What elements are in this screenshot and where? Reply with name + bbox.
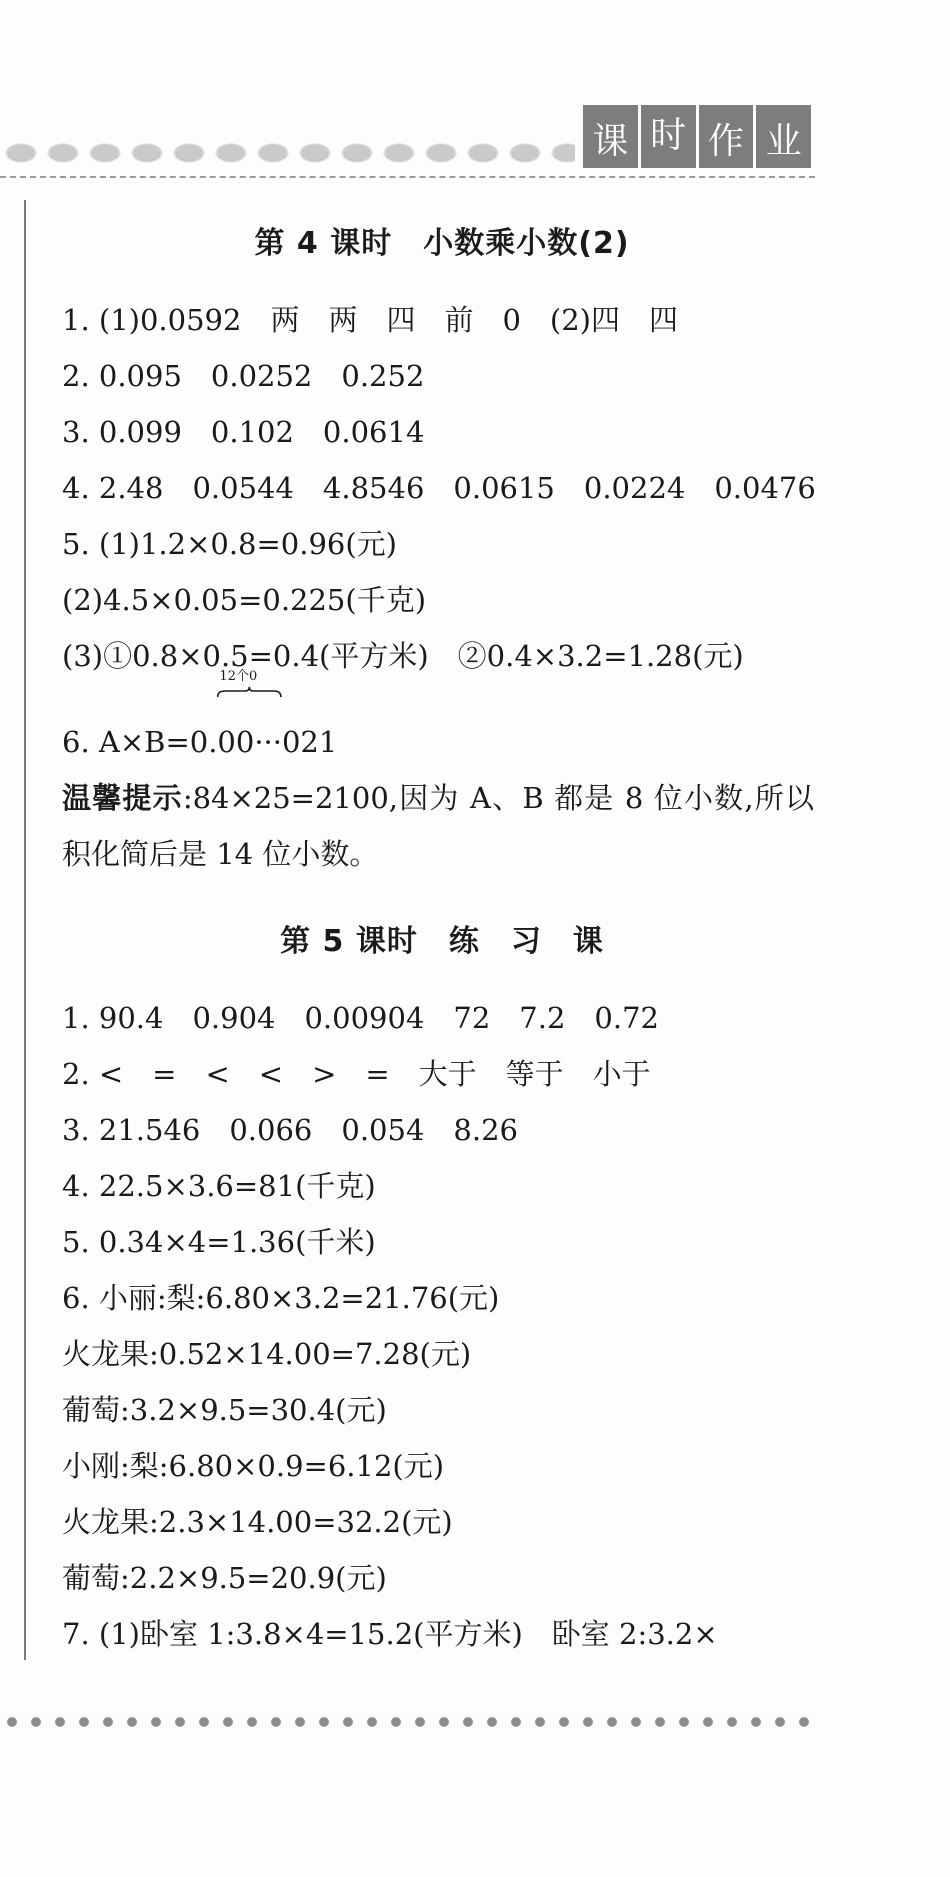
answer-line: 3. 21.546 0.066 0.054 8.26 — [62, 1113, 518, 1147]
answer-line: 1. 90.4 0.904 0.00904 72 7.2 0.72 — [62, 1001, 659, 1035]
left-margin-rule — [24, 200, 26, 1660]
brace-note: 12个0 — [219, 669, 258, 684]
hint-text: :84×25=2100,因为 A、B 都是 8 位小数,所以积化简后是 14 位小数。 — [62, 781, 814, 871]
q6-marked-digits: 00··· — [217, 725, 282, 759]
answer-line: 5. 0.34×4=1.36(千米) — [62, 1225, 376, 1259]
hint-paragraph — [62, 770, 814, 882]
answer-line: 6. 小丽:梨:6.80×3.2=21.76(元) — [62, 1281, 500, 1315]
header-banner — [583, 105, 811, 168]
answer-line-q6 — [62, 669, 822, 770]
q6-suffix: 021 — [281, 725, 338, 759]
section-title: 第 4 课时 小数乘小数(2) — [254, 226, 630, 261]
q6-prefix: 6. A×B=0. — [62, 725, 218, 759]
banner-char: 业 — [756, 105, 811, 168]
answer-line: 葡萄:2.2×9.5=20.9(元) — [62, 1561, 387, 1595]
header-dot-band — [0, 140, 575, 166]
answer-line: 火龙果:2.3×14.00=32.2(元) — [62, 1505, 453, 1539]
banner-char: 课 — [583, 105, 638, 168]
footer-dot-band — [0, 1712, 810, 1732]
answer-line: 5. (1)1.2×0.8=0.96(元) — [62, 527, 398, 561]
answer-content — [62, 218, 822, 1662]
answer-line: 火龙果:0.52×14.00=7.28(元) — [62, 1337, 472, 1371]
answer-line: 2. 0.095 0.0252 0.252 — [62, 359, 425, 393]
overbrace-icon — [217, 686, 282, 698]
answer-line: 4. 22.5×3.6=81(千克) — [62, 1169, 376, 1203]
answer-line: (2)4.5×0.05=0.225(千克) — [62, 583, 427, 617]
q6-marked-zeros — [217, 669, 282, 770]
answer-line: 2. < = < < > = 大于 等于 小于 — [62, 1057, 651, 1091]
answer-line: 1. (1)0.0592 两 两 四 前 0 (2)四 四 — [62, 303, 678, 337]
banner-char: 时 — [641, 105, 696, 168]
header-dashed-rule — [0, 176, 815, 178]
answer-line: 小刚:梨:6.80×0.9=6.12(元) — [62, 1449, 445, 1483]
banner-char: 作 — [699, 105, 754, 168]
answer-line: (3)①0.8×0.5=0.4(平方米) ②0.4×3.2=1.28(元) — [62, 639, 744, 673]
answer-line: 7. (1)卧室 1:3.8×4=15.2(平方米) 卧室 2:3.2× — [62, 1617, 718, 1651]
answer-line: 4. 2.48 0.0544 4.8546 0.0615 0.0224 0.0476 — [62, 471, 816, 505]
section-title: 第 5 课时 练 习 课 — [280, 924, 604, 959]
answer-line: 葡萄:3.2×9.5=30.4(元) — [62, 1393, 387, 1427]
hint-label: 温馨提示 — [62, 781, 183, 815]
answer-line: 3. 0.099 0.102 0.0614 — [62, 415, 425, 449]
